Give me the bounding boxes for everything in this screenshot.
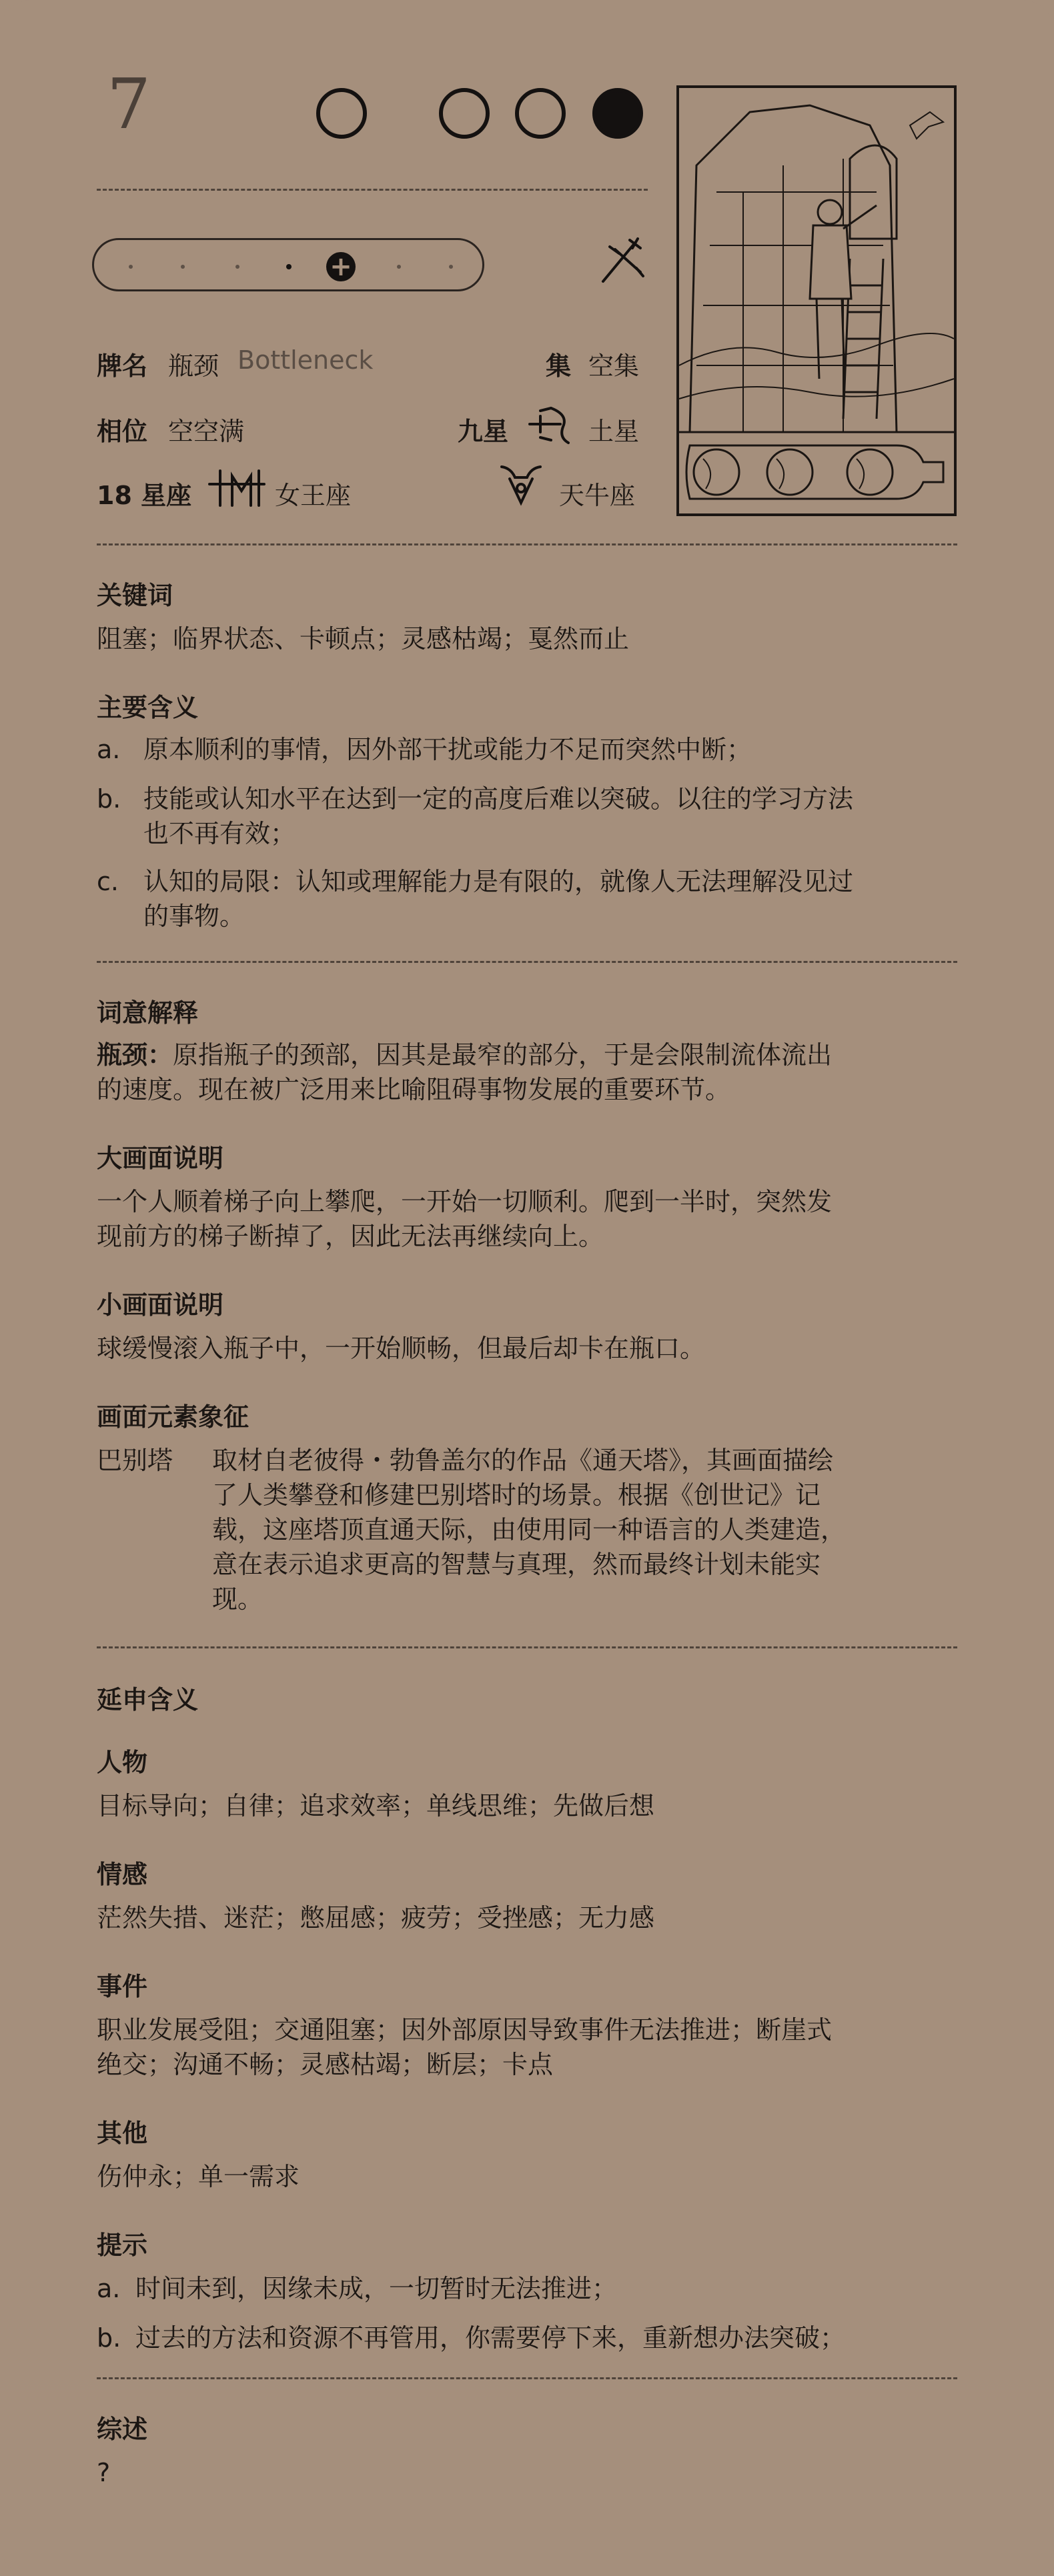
slider-dot — [129, 265, 133, 269]
small-picture-text: 球缓慢滚入瓶子中，一开始顺畅，但最后却卡在瓶口。 — [97, 1334, 706, 1363]
divider — [97, 189, 648, 191]
star-label: 九星 — [458, 417, 509, 446]
big-picture-text: 一个人顺着梯子向上攀爬，一开始一切顺利。爬到一半时，突然发 现前方的梯子断掉了，因此无法再继续向上。 — [97, 1187, 833, 1251]
small-picture-title: 小画面说明 — [97, 1290, 224, 1320]
slider-dot — [181, 265, 185, 269]
slider-dot — [397, 265, 401, 269]
phase-circle-filled — [592, 88, 643, 139]
keywords-title: 关键词 — [97, 581, 173, 610]
big-picture-title: 大画面说明 — [97, 1144, 224, 1173]
slider-dot — [449, 265, 453, 269]
crossed-wand-icon — [595, 233, 648, 287]
list-item: a. 原本顺利的事情，因外部干扰或能力不足而突然中断； — [97, 735, 752, 764]
list-item: b. 过去的方法和资源不再管用，你需要停下来，重新想办法突破； — [97, 2323, 846, 2353]
slider-dot — [235, 265, 239, 269]
summary-text: ? — [97, 2458, 111, 2487]
name-cn: 瓶颈 — [168, 351, 219, 381]
event-title: 事件 — [97, 1972, 148, 2001]
meaning-title: 主要含义 — [97, 693, 199, 722]
phase-circle-empty — [316, 88, 367, 139]
phase-value: 空空满 — [168, 417, 245, 446]
constellation-value: 女王座 — [275, 481, 352, 510]
list-item: c. 认知的局限：认知或理解能力是有限的，就像人无法理解没见过 的事物。 — [97, 867, 854, 931]
divider — [97, 961, 957, 963]
card-illustration — [676, 85, 957, 516]
set-label: 集 — [546, 351, 572, 381]
keywords-text: 阻塞；临界状态、卡顿点；灵感枯竭；戛然而止 — [97, 624, 630, 654]
star-value: 土星 — [588, 417, 640, 446]
other-title: 其他 — [97, 2119, 148, 2148]
emotion-title: 情感 — [97, 1860, 148, 1889]
other-text: 伤仲永；单一需求 — [97, 2162, 300, 2191]
emotion-text: 茫然失措、迷茫；憋屈感；疲劳；受挫感；无力感 — [97, 1903, 655, 1933]
name-en: Bottleneck — [237, 345, 374, 375]
people-text: 目标导向；自律；追求效率；单线思维；先做后想 — [97, 1791, 655, 1820]
divider — [97, 2377, 957, 2379]
divider — [97, 543, 957, 545]
list-item: b. 技能或认知水平在达到一定的高度后难以突破。以往的学习方法 也不再有效； — [97, 784, 854, 848]
name-label: 牌名 — [97, 351, 148, 381]
phase-label: 相位 — [97, 417, 148, 446]
people-title: 人物 — [97, 1748, 148, 1777]
saturn-symbol-icon — [527, 400, 575, 448]
position-slider[interactable] — [92, 238, 484, 291]
interpretation-text: 瓶颈：原指瓶子的颈部，因其是最窄的部分，于是会限制流体流出 的速度。现在被广泛用来比喻阻碍事物发展的重要环节。 — [97, 1040, 833, 1104]
extended-title: 延申含义 — [97, 1685, 199, 1714]
symbol-description: 取材自老彼得・勃鲁盖尔的作品《通天塔》，其画面描绘 了人类攀登和修建巴别塔时的场景。根据《创世记》记 载，这座塔顶直通天际，由使用同一种语言的人类建造， 意在表示追求更高的智慧与真理，然而最终计划未能实 现。 — [212, 1446, 847, 1614]
hint-title: 提示 — [97, 2231, 148, 2260]
slider-dot — [286, 264, 292, 269]
symbols-title: 画面元素象征 — [97, 1402, 249, 1432]
card-number: 7 — [107, 63, 151, 145]
phase-circle-empty — [515, 88, 566, 139]
queen-glyph-icon — [207, 464, 267, 511]
divider — [97, 1646, 957, 1648]
zodiac-value: 天牛座 — [559, 481, 636, 510]
list-item: a. 时间未到，因缘未成，一切暂时无法推进； — [97, 2274, 618, 2303]
symbol-term: 巴别塔 — [97, 1446, 173, 1475]
interpretation-title: 词意解释 — [97, 998, 199, 1028]
summary-title: 综述 — [97, 2415, 148, 2444]
set-value: 空集 — [588, 351, 640, 381]
plus-icon[interactable]: + — [326, 252, 356, 281]
taurus-symbol-icon — [498, 463, 544, 509]
event-text: 职业发展受阻；交通阻塞；因外部原因导致事件无法推进；断崖式 绝交；沟通不畅；灵感枯竭；断层；卡点 — [97, 2015, 833, 2079]
constellation-label: 18 星座 — [97, 481, 192, 510]
phase-circle-empty — [439, 88, 490, 139]
